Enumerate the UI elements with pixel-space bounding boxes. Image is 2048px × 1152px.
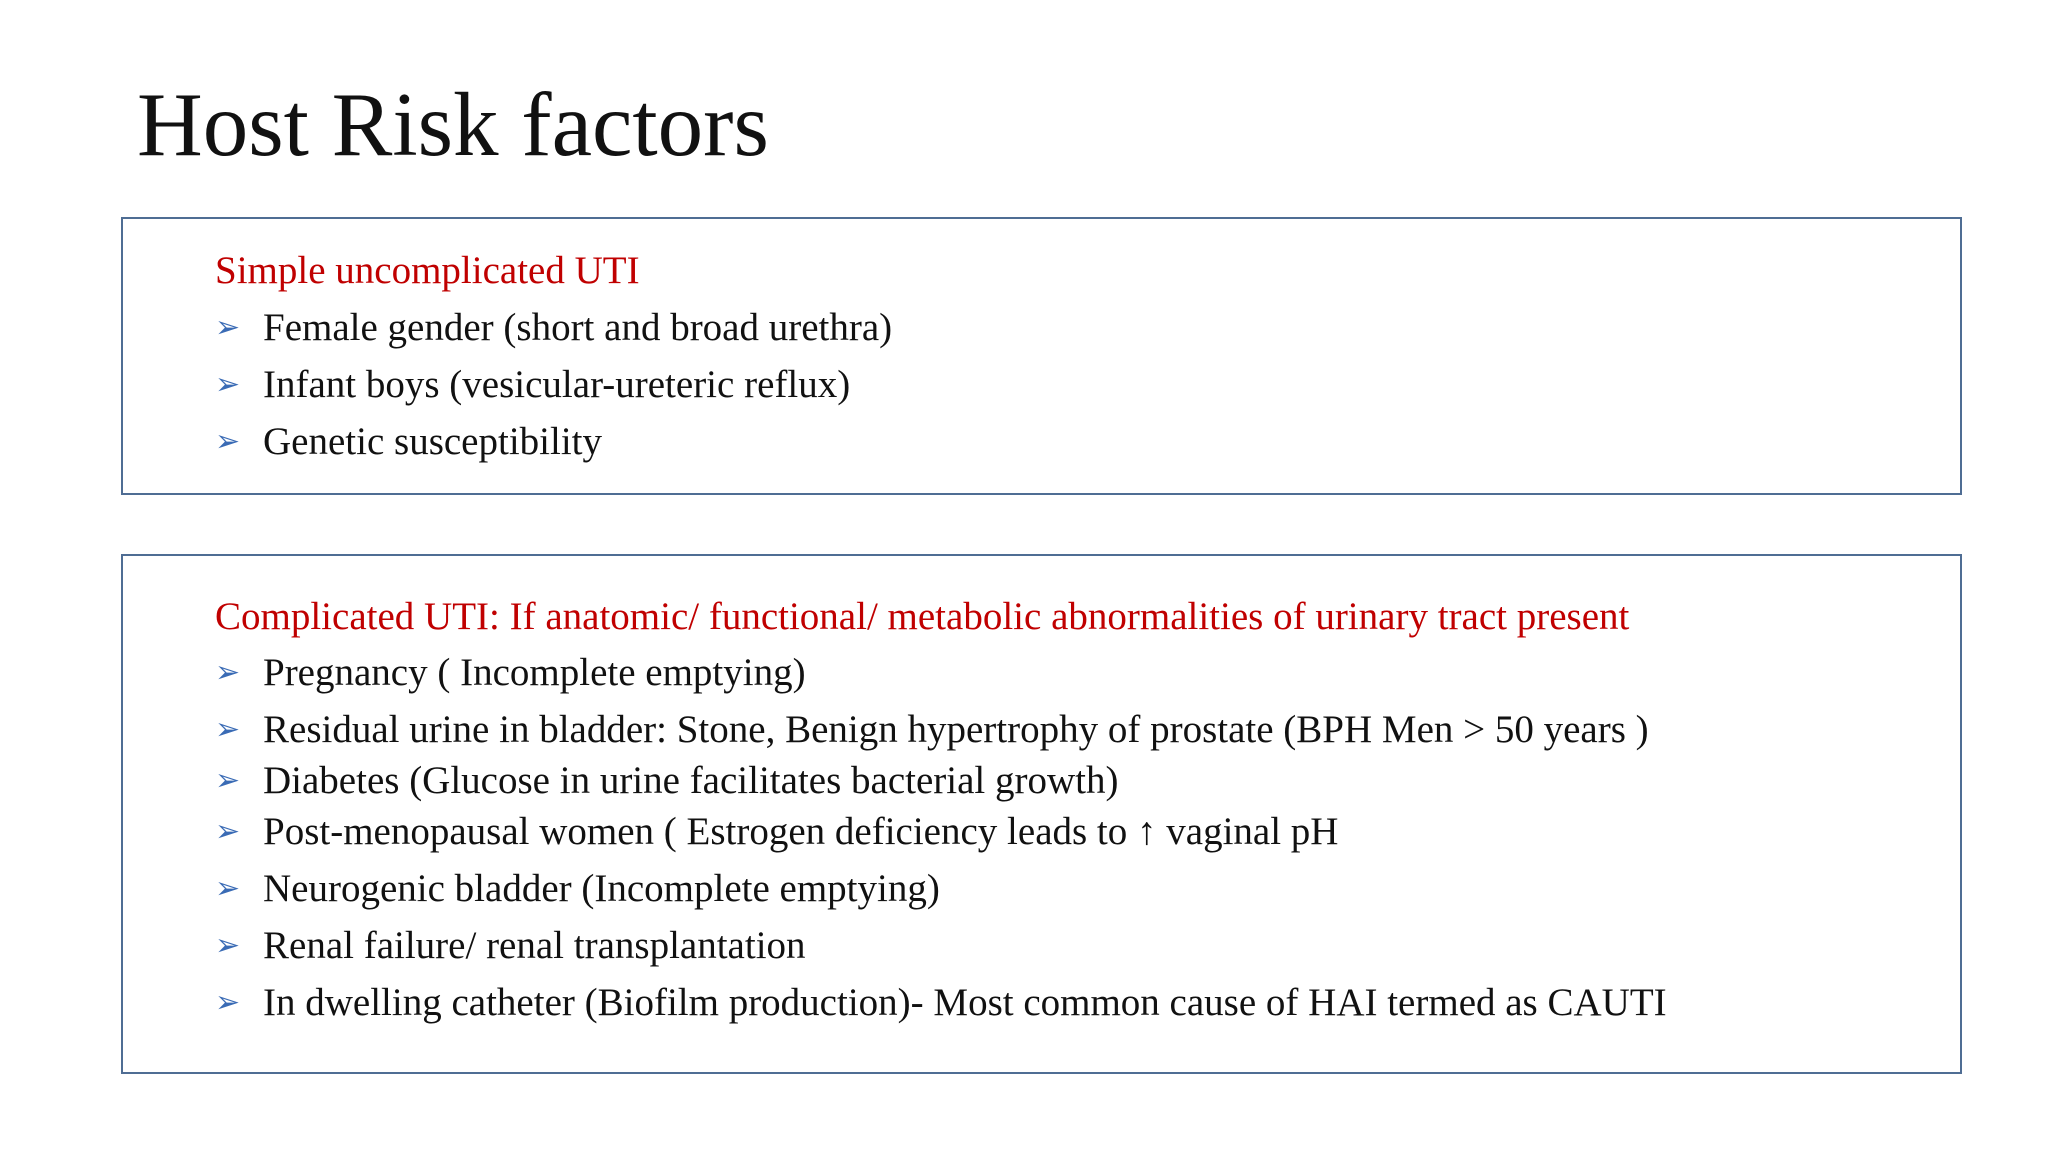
list-item: ➢ Residual urine in bladder: Stone, Benign hypertrophy of prostate (BPH Men > 50 years ) xyxy=(215,708,1649,751)
simple-uti-heading: Simple uncomplicated UTI xyxy=(215,249,640,292)
arrowhead-bullet-icon: ➢ xyxy=(215,764,241,797)
arrowhead-bullet-icon: ➢ xyxy=(215,815,241,848)
arrowhead-bullet-icon: ➢ xyxy=(215,368,241,401)
complicated-uti-box xyxy=(121,554,1962,1074)
list-item: ➢ Diabetes (Glucose in urine facilitates bacterial growth) xyxy=(215,759,1119,802)
list-item: ➢ Neurogenic bladder (Incomplete emptying) xyxy=(215,867,940,910)
arrowhead-bullet-icon: ➢ xyxy=(215,425,241,458)
arrowhead-bullet-icon: ➢ xyxy=(215,656,241,689)
list-item: ➢ In dwelling catheter (Biofilm production)- Most common cause of HAI termed as CAUTI xyxy=(215,981,1667,1024)
simple-uti-box xyxy=(121,217,1962,495)
slide-title: Host Risk factors xyxy=(137,74,769,175)
list-item: ➢ Pregnancy ( Incomplete emptying) xyxy=(215,651,806,694)
list-item: ➢ Post-menopausal women ( Estrogen deficiency leads to ↑ vaginal pH xyxy=(215,810,1339,853)
arrowhead-bullet-icon: ➢ xyxy=(215,713,241,746)
arrowhead-bullet-icon: ➢ xyxy=(215,986,241,1019)
list-item: ➢ Infant boys (vesicular-ureteric reflux) xyxy=(215,363,851,406)
arrowhead-bullet-icon: ➢ xyxy=(215,311,241,344)
list-item: ➢ Renal failure/ renal transplantation xyxy=(215,924,806,967)
list-item: ➢ Female gender (short and broad urethra) xyxy=(215,306,893,349)
arrowhead-bullet-icon: ➢ xyxy=(215,929,241,962)
arrowhead-bullet-icon: ➢ xyxy=(215,872,241,905)
list-item: ➢ Genetic susceptibility xyxy=(215,420,603,463)
complicated-uti-heading: Complicated UTI: If anatomic/ functional/ metabolic abnormalities of urinary tract present xyxy=(215,595,1630,638)
